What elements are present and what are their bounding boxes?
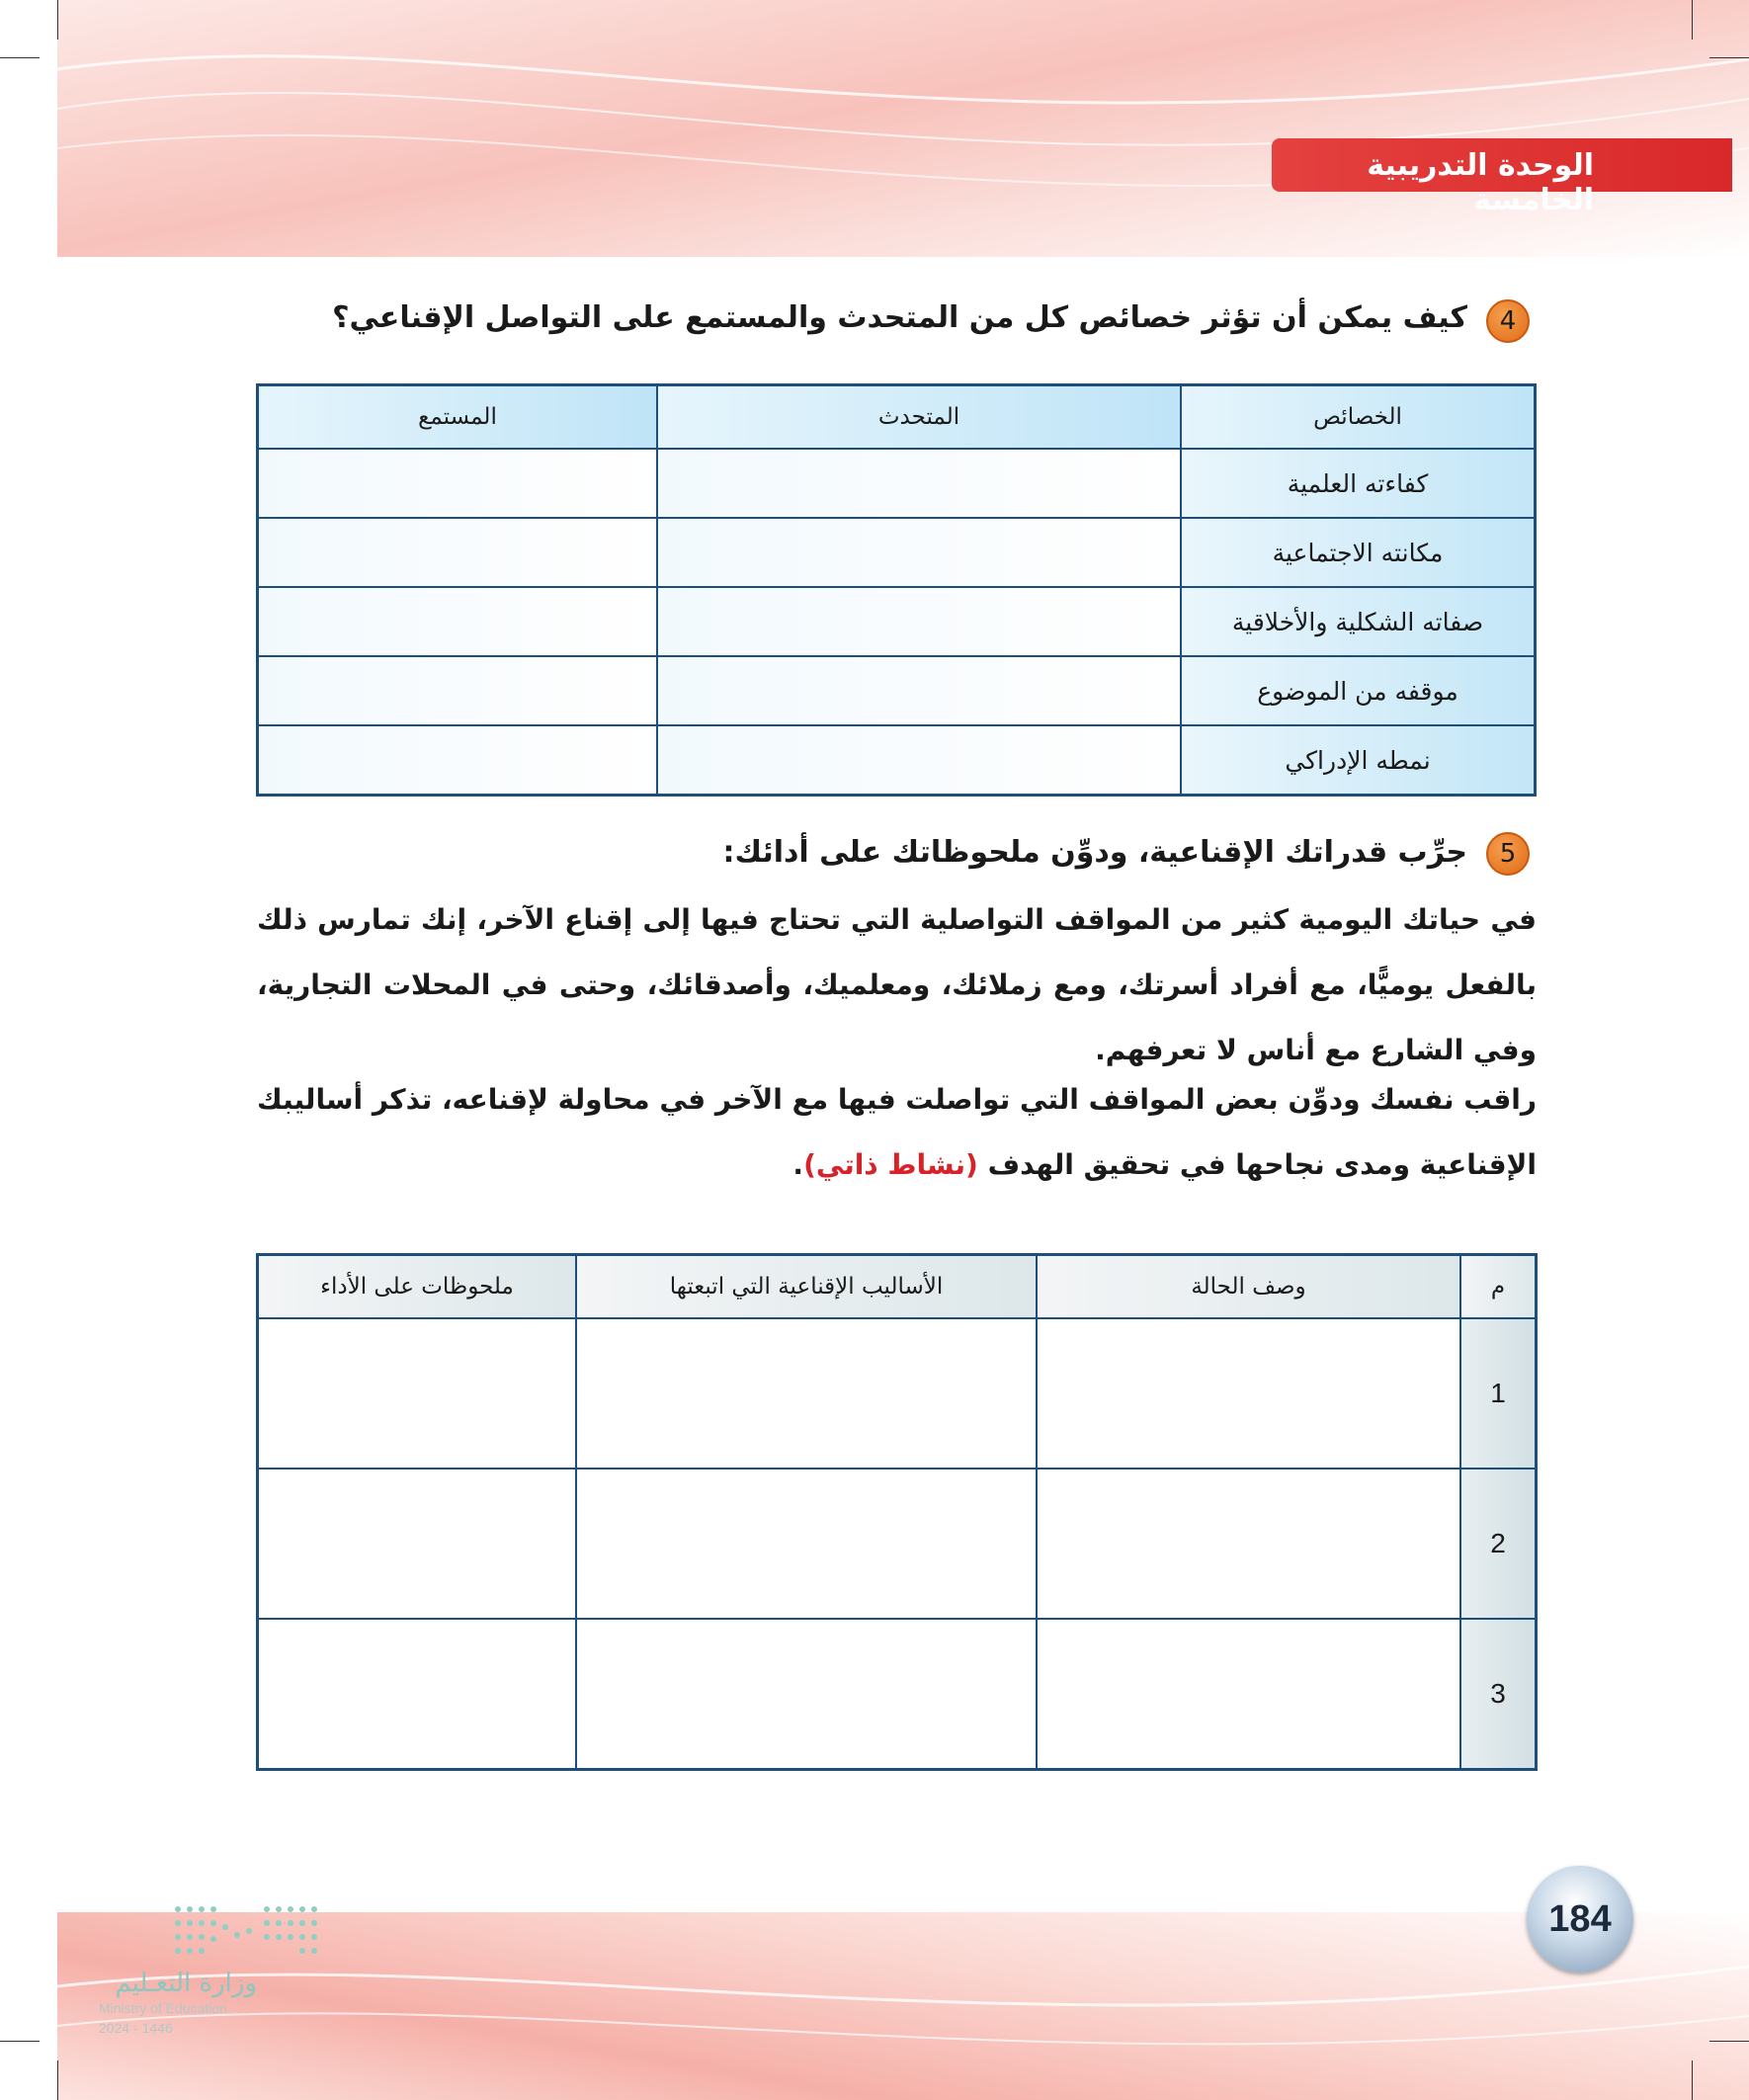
header-methods: الأساليب الإقناعية التي اتبعتها [576, 1255, 1037, 1319]
table-row [258, 656, 1536, 725]
unit-title-banner [1272, 138, 1732, 217]
crop-mark [1692, 0, 1693, 40]
table-header-row [258, 1255, 1537, 1319]
characteristics-table [256, 383, 1537, 797]
table-header-row [258, 385, 1536, 450]
ministry-name-en: Ministry of Education [99, 2000, 227, 2016]
notes-cell[interactable] [258, 1469, 577, 1619]
speaker-cell[interactable] [657, 656, 1181, 725]
crop-mark [0, 57, 40, 58]
unit-title: الوحدة التدريبية الخامسة [1367, 148, 1594, 217]
ministry-logo [99, 1897, 326, 2046]
crop-mark [57, 0, 58, 40]
row-label: كفاءته العلمية [1181, 449, 1536, 518]
methods-cell[interactable] [576, 1469, 1037, 1619]
crop-mark [1709, 2041, 1749, 2042]
methods-cell[interactable] [576, 1619, 1037, 1770]
instruction-paragraph-2 [257, 1067, 1537, 1198]
case-description-cell[interactable] [1037, 1469, 1460, 1619]
speaker-cell[interactable] [657, 725, 1181, 796]
table-row [258, 1469, 1537, 1619]
table-row [258, 518, 1536, 587]
header-case-description: وصف الحالة [1037, 1255, 1460, 1319]
paragraph-2-text: راقب نفسك ودوِّن بعض المواقف التي تواصلت فيها مع الآخر في محاولة لإقناعه، تذكر أساليبك الإقناعية ومدى نجاحها في تحقيق الهدف [257, 1083, 1537, 1181]
header-characteristics: الخصائص [1181, 385, 1536, 450]
crop-mark [1709, 57, 1749, 58]
case-description-cell[interactable] [1037, 1619, 1460, 1770]
row-label: موقفه من الموضوع [1181, 656, 1536, 725]
row-number: 2 [1460, 1469, 1537, 1619]
case-description-cell[interactable] [1037, 1318, 1460, 1469]
paragraph-2-end: . [792, 1148, 804, 1181]
observations-table [256, 1253, 1538, 1771]
crop-mark [0, 2041, 40, 2042]
question-number-badge: 4 [1486, 299, 1530, 343]
edition-year: 2024 - 1446 [99, 2020, 173, 2036]
row-label: مكانته الاجتماعية [1181, 518, 1536, 587]
ministry-logo-icon [99, 1897, 326, 1967]
self-activity-note: (نشاط ذاتي) [803, 1148, 978, 1181]
listener-cell[interactable] [258, 725, 658, 796]
notes-cell[interactable] [258, 1619, 577, 1770]
speaker-cell[interactable] [657, 587, 1181, 656]
table-row [258, 1619, 1537, 1770]
listener-cell[interactable] [258, 587, 658, 656]
row-number: 3 [1460, 1619, 1537, 1770]
question-number-badge: 5 [1486, 832, 1530, 876]
instruction-paragraph-1: في حياتك اليومية كثير من المواقف التواصلية التي تحتاج فيها إلى إقناع الآخر، إنك تمارس ذلك بالفعل يوميًّا، مع أفراد أسرتك، ومع زملائك، ومعلميك، وأصدقائك، وحتى في المحلات التجارية، وفي الشارع مع أناس لا تعرفهم. [257, 903, 1537, 1066]
question-4-text: كيف يمكن أن تؤثر خصائص كل من المتحدث والمستمع على التواصل الإقناعي؟ [332, 300, 1467, 335]
row-label: نمطه الإدراكي [1181, 725, 1536, 796]
crop-mark [57, 2060, 58, 2100]
table-row [258, 1318, 1537, 1469]
table-row [258, 725, 1536, 796]
question-5-text: جرِّب قدراتك الإقناعية، ودوِّن ملحوظاتك على أدائك: [722, 835, 1467, 870]
header-notes: ملحوظات على الأداء [258, 1255, 577, 1319]
speaker-cell[interactable] [657, 518, 1181, 587]
row-label: صفاته الشكلية والأخلاقية [1181, 587, 1536, 656]
listener-cell[interactable] [258, 518, 658, 587]
speaker-cell[interactable] [657, 449, 1181, 518]
header-listener: المستمع [258, 385, 658, 450]
table-row [258, 587, 1536, 656]
page-number-badge: 184 [1527, 1866, 1633, 1973]
header-index: م [1460, 1255, 1537, 1319]
methods-cell[interactable] [576, 1318, 1037, 1469]
ministry-name-ar: وزارة التعـليم [115, 1969, 257, 1998]
crop-mark [1692, 2060, 1693, 2100]
listener-cell[interactable] [258, 656, 658, 725]
row-number: 1 [1460, 1318, 1537, 1469]
listener-cell[interactable] [258, 449, 658, 518]
header-speaker: المتحدث [657, 385, 1181, 450]
table-row [258, 449, 1536, 518]
notes-cell[interactable] [258, 1318, 577, 1469]
